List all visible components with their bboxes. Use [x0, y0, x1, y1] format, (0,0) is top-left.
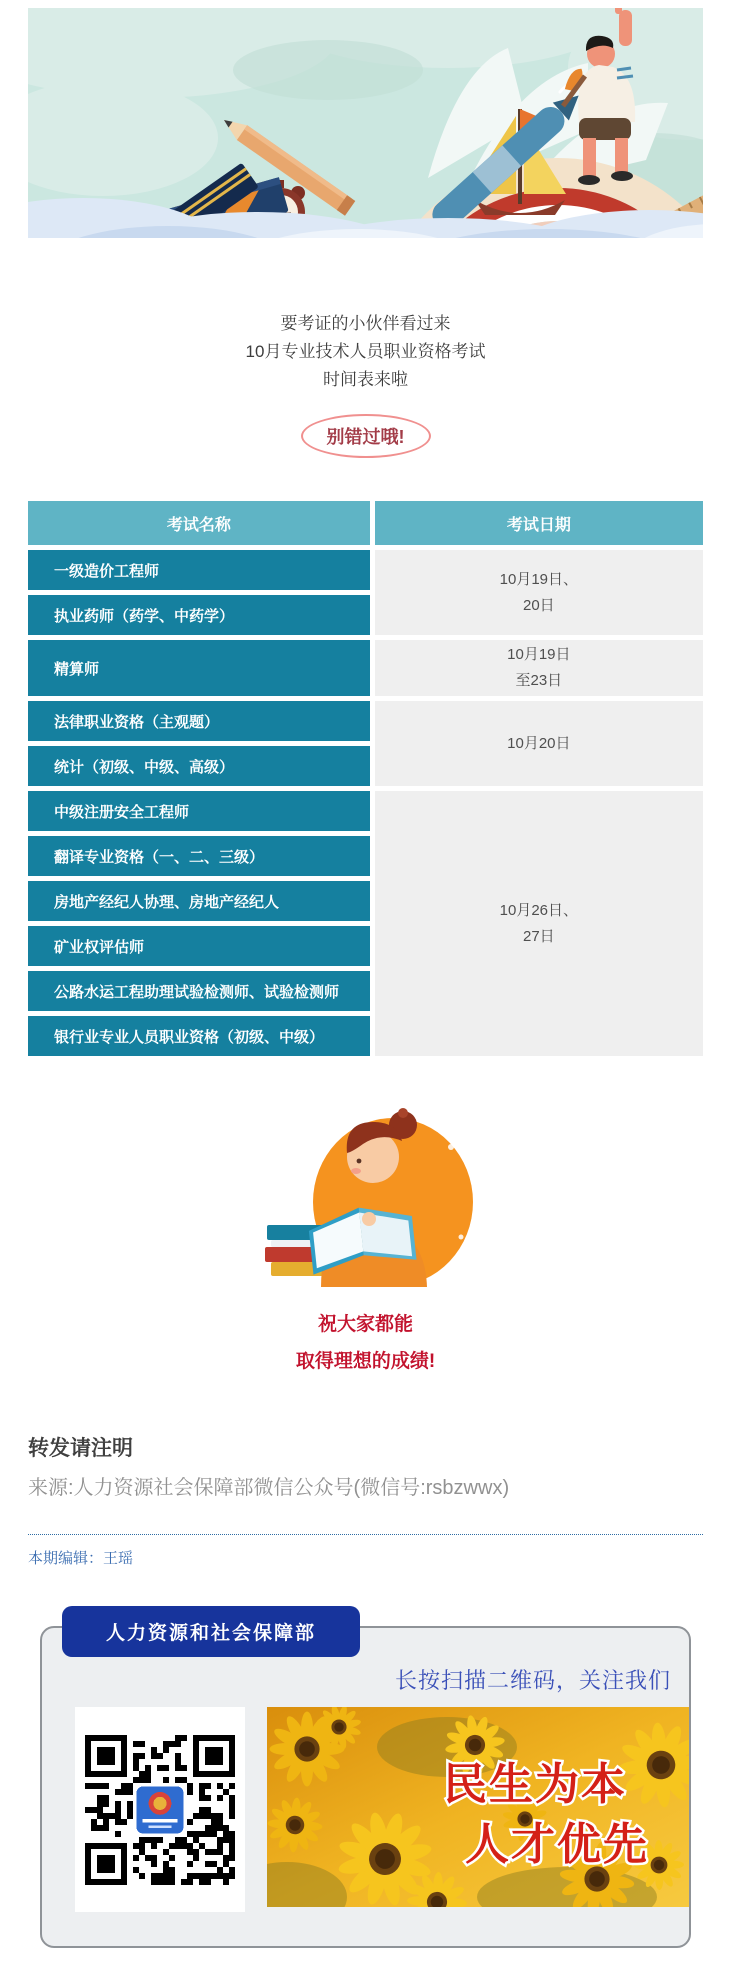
poster-slogan-line-1: 民生为本	[442, 1760, 627, 1809]
follow-card-body	[42, 1707, 689, 1912]
date-line: 10月26日、	[499, 901, 579, 919]
exam-date-cell	[375, 791, 703, 1056]
qr-code-image	[85, 1735, 235, 1885]
sunflower-poster	[267, 1707, 689, 1907]
exam-name-cell: 精算师	[28, 640, 370, 696]
table-header-row	[28, 501, 703, 545]
exam-name-cell: 房地产经纪人协理、房地产经纪人	[28, 881, 370, 921]
exam-date-cell	[375, 701, 703, 786]
table-row	[28, 701, 703, 741]
date-line: 10月19日	[507, 646, 571, 663]
repost-notice	[28, 1436, 703, 1502]
exam-name-cell: 翻译专业资格（一、二、三级）	[28, 836, 370, 876]
exam-name-cell: 公路水运工程助理试验检测师、试验检测师	[28, 971, 370, 1011]
exam-name-cell: 银行业专业人员职业资格（初级、中级）	[28, 1016, 370, 1056]
header-exam-name: 考试名称	[28, 501, 370, 545]
wish-line-1: 祝大家都能	[317, 1314, 413, 1335]
exam-name-cell: 统计（初级、中级、高级）	[28, 746, 370, 786]
date-line: 10月19日、	[499, 570, 579, 588]
notice-source: 来源:人力资源社会保障部微信公众号(微信号:rsbzwwx)	[28, 1477, 510, 1499]
girl-reading-book	[251, 1087, 481, 1292]
wish-line-2: 取得理想的成绩!	[295, 1351, 436, 1372]
exam-name-cell: 中级注册安全工程师	[28, 791, 370, 831]
books-pencil-clock-illustration	[28, 8, 703, 238]
dont-miss-highlight: 别错过哦!	[301, 414, 431, 458]
exam-schedule-table	[23, 496, 708, 1061]
wish-text	[0, 1306, 731, 1380]
exam-name-cell: 一级造价工程师	[28, 550, 370, 590]
qr-center-logo	[135, 1785, 184, 1834]
editor-credit: 本期编辑：王瑶	[28, 1550, 134, 1567]
date-line: 27日	[523, 927, 555, 945]
follow-card	[40, 1623, 691, 1948]
dotted-divider	[28, 1534, 703, 1535]
qr-code[interactable]	[75, 1707, 245, 1912]
ministry-badge: 人力资源和社会保障部	[62, 1606, 360, 1657]
exam-name-cell: 执业药师（药学、中药学）	[28, 595, 370, 635]
scan-qr-cta: 长按扫描二维码，关注我们	[394, 1668, 671, 1693]
table-row	[28, 791, 703, 831]
poster-slogan-line-2: 人才优先	[464, 1820, 649, 1869]
exam-illustration-banner	[28, 8, 703, 238]
header-exam-date: 考试日期	[375, 501, 703, 545]
notice-title: 转发请注明	[28, 1437, 133, 1460]
table-row	[28, 550, 703, 590]
exam-date-cell	[375, 550, 703, 635]
exam-name-cell: 矿业权评估师	[28, 926, 370, 966]
date-line: 20日	[523, 596, 555, 614]
intro-text	[0, 310, 731, 394]
intro-line-1: 要考证的小伙伴看过来	[280, 314, 451, 333]
sunflower-poster-image	[267, 1707, 689, 1907]
exam-name-cell: 法律职业资格（主观题）	[28, 701, 370, 741]
intro-line-3: 时间表来啦	[323, 370, 408, 389]
date-line: 10月20日	[507, 734, 571, 752]
highlight-wrap	[0, 414, 731, 458]
intro-line-2: 10月专业技术人员职业资格考试	[245, 342, 486, 361]
reading-girl-illustration	[0, 1087, 731, 1292]
exam-date-cell	[375, 640, 703, 696]
date-line: 至23日	[515, 672, 563, 689]
table-row	[28, 640, 703, 696]
